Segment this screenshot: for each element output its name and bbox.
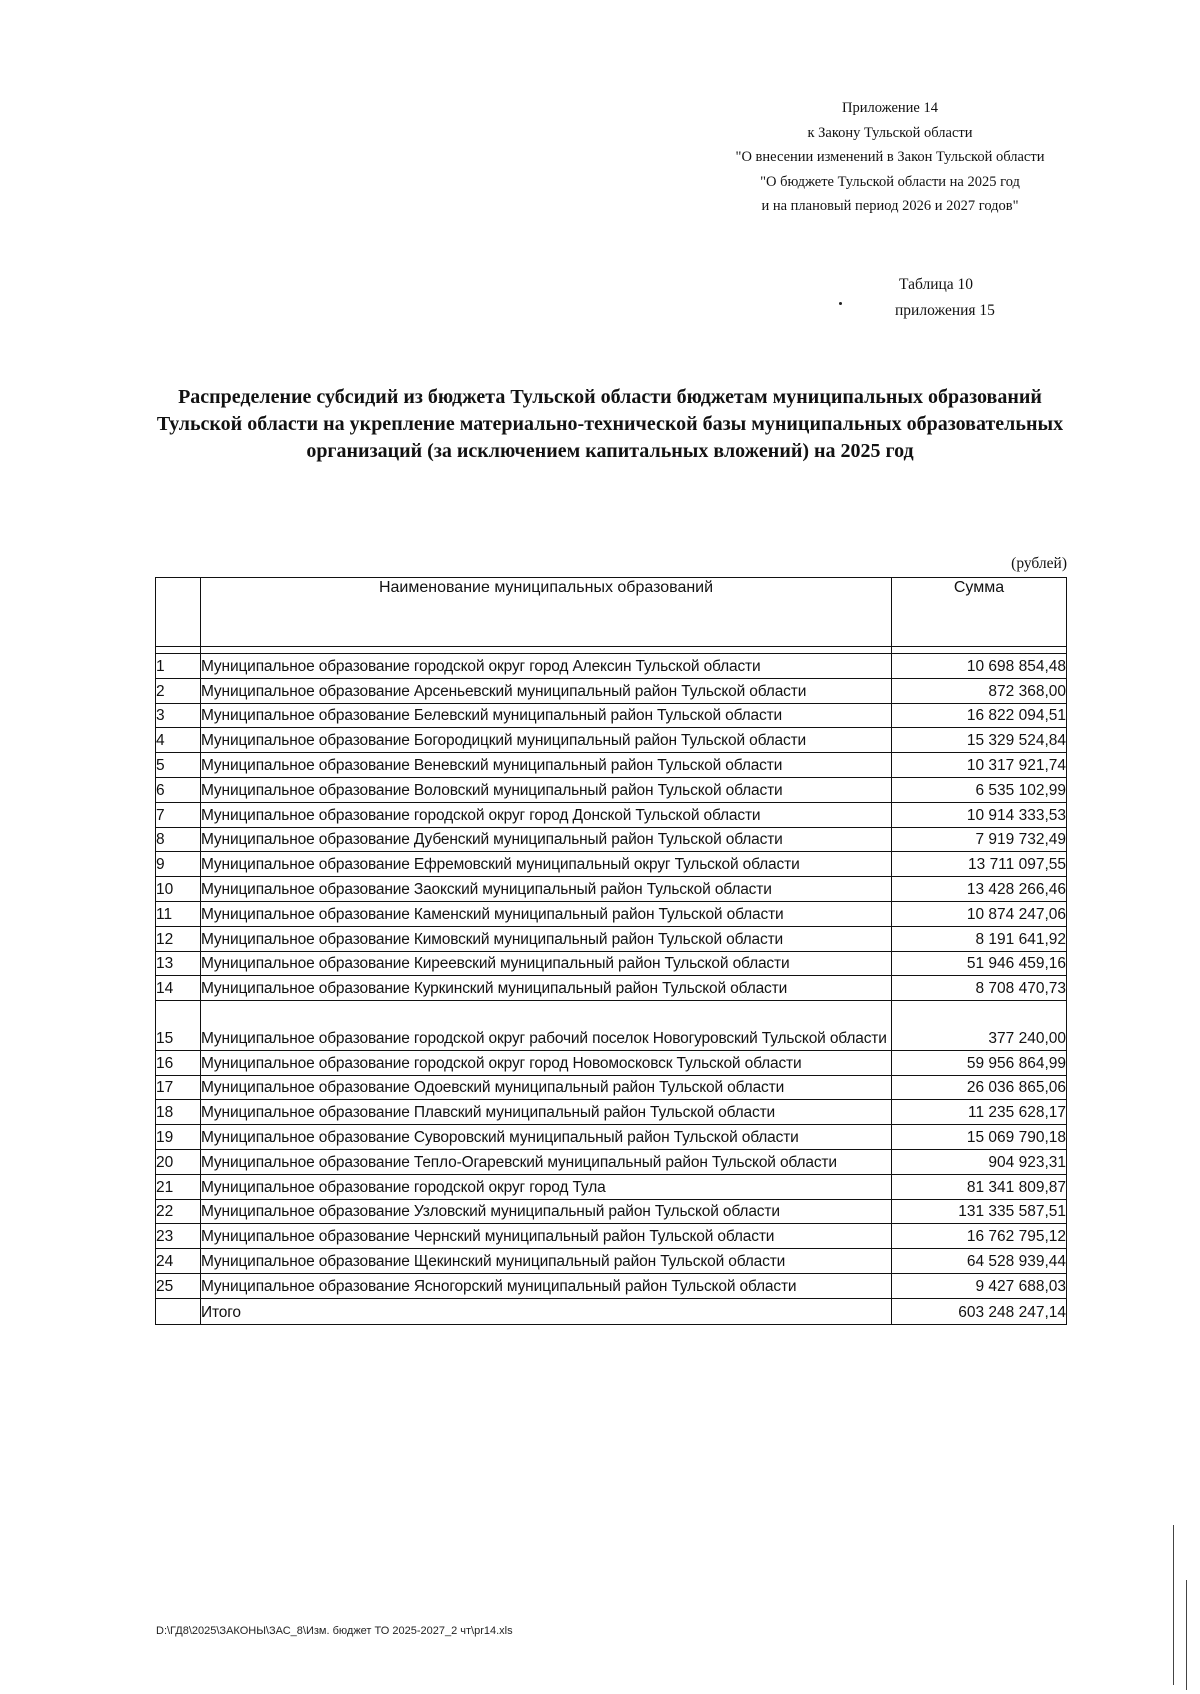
subsidy-amount: 10 317 921,74 (892, 753, 1067, 778)
subsidy-amount: 904 923,31 (892, 1149, 1067, 1174)
row-number: 12 (156, 926, 201, 951)
row-number: 4 (156, 728, 201, 753)
subsidy-amount: 10 698 854,48 (892, 654, 1067, 679)
subsidy-amount: 6 535 102,99 (892, 777, 1067, 802)
municipality-name: Муниципальное образование Одоевский муниципальный район Тульской области (201, 1075, 892, 1100)
attachment-line: к Закону Тульской области (807, 124, 973, 141)
municipality-name: Муниципальное образование Дубенский муниципальный район Тульской области (201, 827, 892, 852)
municipality-name: Муниципальное образование Арсеньевский муниципальный район Тульской области (201, 678, 892, 703)
scan-edge-line (1173, 1525, 1174, 1685)
spacer-cell (892, 647, 1067, 654)
attachment-line: "О внесении изменений в Закон Тульской области (735, 149, 1045, 165)
file-path: D:\ГД8\2025\ЗАКОНЫ\ЗАС_8\Изм. бюджет ТО 2025-2027_2 чт\pr14.xls (156, 1625, 513, 1637)
municipality-name: Муниципальное образование Ясногорский муниципальный район Тульской области (201, 1273, 892, 1298)
table-row (156, 1001, 1067, 1051)
row-number: 20 (156, 1149, 201, 1174)
table-body (156, 654, 1067, 1299)
row-number: 24 (156, 1249, 201, 1274)
municipality-name: Муниципальное образование городской округ город Тула (201, 1174, 892, 1199)
subsidy-amount: 81 341 809,87 (892, 1174, 1067, 1199)
row-number: 18 (156, 1100, 201, 1125)
subsidy-amount: 9 427 688,03 (892, 1273, 1067, 1298)
municipality-name: Муниципальное образование Плавский муниципальный район Тульской области (201, 1100, 892, 1125)
scan-speck (839, 302, 842, 305)
total-label: Итого (201, 1298, 892, 1324)
subsidy-amount: 59 956 864,99 (892, 1050, 1067, 1075)
total-row (156, 1298, 1067, 1324)
municipality-name: Муниципальное образование Каменский муниципальный район Тульской области (201, 901, 892, 926)
row-number: 1 (156, 654, 201, 679)
municipality-name: Муниципальное образование городской округ город Алексин Тульской области (201, 654, 892, 679)
subsidy-amount: 51 946 459,16 (892, 951, 1067, 976)
table-row (156, 1149, 1067, 1174)
row-number: 16 (156, 1050, 201, 1075)
table-row (156, 901, 1067, 926)
row-number: 14 (156, 976, 201, 1001)
subsidy-amount: 872 368,00 (892, 678, 1067, 703)
spacer-cell (156, 647, 201, 654)
row-number: 13 (156, 951, 201, 976)
subsidy-amount: 8 191 641,92 (892, 926, 1067, 951)
table-row (156, 1249, 1067, 1274)
table-label: Таблица 10 (899, 276, 974, 293)
municipality-name: Муниципальное образование Белевский муниципальный район Тульской области (201, 703, 892, 728)
table-row (156, 777, 1067, 802)
row-number: 21 (156, 1174, 201, 1199)
subsidy-amount: 377 240,00 (892, 1001, 1067, 1051)
scan-edge-line (1186, 1580, 1187, 1690)
table-row (156, 703, 1067, 728)
row-number: 22 (156, 1199, 201, 1224)
municipality-name: Муниципальное образование Чернский муниципальный район Тульской области (201, 1224, 892, 1249)
header-spacer-row (156, 647, 1067, 654)
subsidy-amount: 131 335 587,51 (892, 1199, 1067, 1224)
municipality-name: Муниципальное образование Ефремовский муниципальный округ Тульской области (201, 852, 892, 877)
table-row (156, 1199, 1067, 1224)
row-number: 5 (156, 753, 201, 778)
municipality-name: Муниципальное образование Веневский муниципальный район Тульской области (201, 753, 892, 778)
row-number: 15 (156, 1001, 201, 1051)
table-row (156, 678, 1067, 703)
municipality-name: Муниципальное образование Щекинский муниципальный район Тульской области (201, 1249, 892, 1274)
row-number: 17 (156, 1075, 201, 1100)
subsidy-amount: 16 762 795,12 (892, 1224, 1067, 1249)
subsidy-table (155, 577, 1067, 1325)
subsidy-amount: 64 528 939,44 (892, 1249, 1067, 1274)
municipality-name: Муниципальное образование Богородицкий муниципальный район Тульской области (201, 728, 892, 753)
table-row (156, 1100, 1067, 1125)
row-number: 25 (156, 1273, 201, 1298)
row-number: 11 (156, 901, 201, 926)
row-number: 2 (156, 678, 201, 703)
attachment-header (690, 96, 1090, 219)
table-row (156, 827, 1067, 852)
table-row (156, 1050, 1067, 1075)
attachment-line: и на плановый период 2026 и 2027 годов" (761, 198, 1019, 214)
header-sum-cell: Сумма (892, 578, 1067, 647)
row-number: 10 (156, 877, 201, 902)
subsidy-amount: 13 428 266,46 (892, 877, 1067, 902)
municipality-name: Муниципальное образование Заокский муниципальный район Тульской области (201, 877, 892, 902)
row-number: 9 (156, 852, 201, 877)
row-number: 6 (156, 777, 201, 802)
municipality-name: Муниципальное образование Узловский муниципальный район Тульской области (201, 1199, 892, 1224)
header-name-cell: Наименование муниципальных образований (201, 578, 892, 647)
municipality-name: Муниципальное образование городской округ рабочий поселок Новогуровский Тульской области (201, 1001, 892, 1051)
appendix-label: приложения 15 (895, 302, 995, 319)
row-number: 7 (156, 802, 201, 827)
document-title: Распределение субсидий из бюджета Тульской области бюджетам муниципальных образований Тульской области на укрепление материально-технической базы муниципальных образовательных организаций (за исключением капитальных вложений) на 2025 год (156, 386, 1064, 462)
municipality-name: Муниципальное образование городской округ город Новомосковск Тульской области (201, 1050, 892, 1075)
subsidy-amount: 7 919 732,49 (892, 827, 1067, 852)
subsidy-amount: 26 036 865,06 (892, 1075, 1067, 1100)
table-row (156, 976, 1067, 1001)
table-row (156, 1273, 1067, 1298)
subsidy-amount: 16 822 094,51 (892, 703, 1067, 728)
table-header-row (156, 578, 1067, 647)
attachment-line: "О бюджете Тульской области на 2025 год (760, 173, 1020, 190)
municipality-name: Муниципальное образование Суворовский муниципальный район Тульской области (201, 1125, 892, 1150)
spacer-cell (201, 647, 892, 654)
municipality-name: Муниципальное образование городской округ город Донской Тульской области (201, 802, 892, 827)
table-row (156, 728, 1067, 753)
subsidy-amount: 13 711 097,55 (892, 852, 1067, 877)
table-row (156, 654, 1067, 679)
table-reference (895, 272, 1045, 324)
table-row (156, 1075, 1067, 1100)
header-number-cell (156, 578, 201, 647)
subsidy-amount: 10 914 333,53 (892, 802, 1067, 827)
row-number: 3 (156, 703, 201, 728)
table-row (156, 1174, 1067, 1199)
table-row (156, 1224, 1067, 1249)
municipality-name: Муниципальное образование Тепло-Огаревский муниципальный район Тульской области (201, 1149, 892, 1174)
municipality-name: Муниципальное образование Киреевский муниципальный район Тульской области (201, 951, 892, 976)
units-label: (рублей) (1011, 555, 1067, 572)
municipality-name: Муниципальное образование Воловский муниципальный район Тульской области (201, 777, 892, 802)
table-row (156, 802, 1067, 827)
table-row (156, 852, 1067, 877)
row-number: 23 (156, 1224, 201, 1249)
municipality-name: Муниципальное образование Кимовский муниципальный район Тульской области (201, 926, 892, 951)
attachment-line: Приложение 14 (842, 100, 938, 116)
row-number: 8 (156, 827, 201, 852)
table-row (156, 1125, 1067, 1150)
table-row (156, 877, 1067, 902)
table-row (156, 951, 1067, 976)
subsidy-amount: 15 329 524,84 (892, 728, 1067, 753)
subsidy-amount: 15 069 790,18 (892, 1125, 1067, 1150)
municipality-name: Муниципальное образование Куркинский муниципальный район Тульской области (201, 976, 892, 1001)
total-sum: 603 248 247,14 (892, 1298, 1067, 1324)
table-row (156, 926, 1067, 951)
subsidy-amount: 8 708 470,73 (892, 976, 1067, 1001)
subsidy-amount: 10 874 247,06 (892, 901, 1067, 926)
table-row (156, 753, 1067, 778)
row-number: 19 (156, 1125, 201, 1150)
total-number-cell (156, 1298, 201, 1324)
subsidy-amount: 11 235 628,17 (892, 1100, 1067, 1125)
